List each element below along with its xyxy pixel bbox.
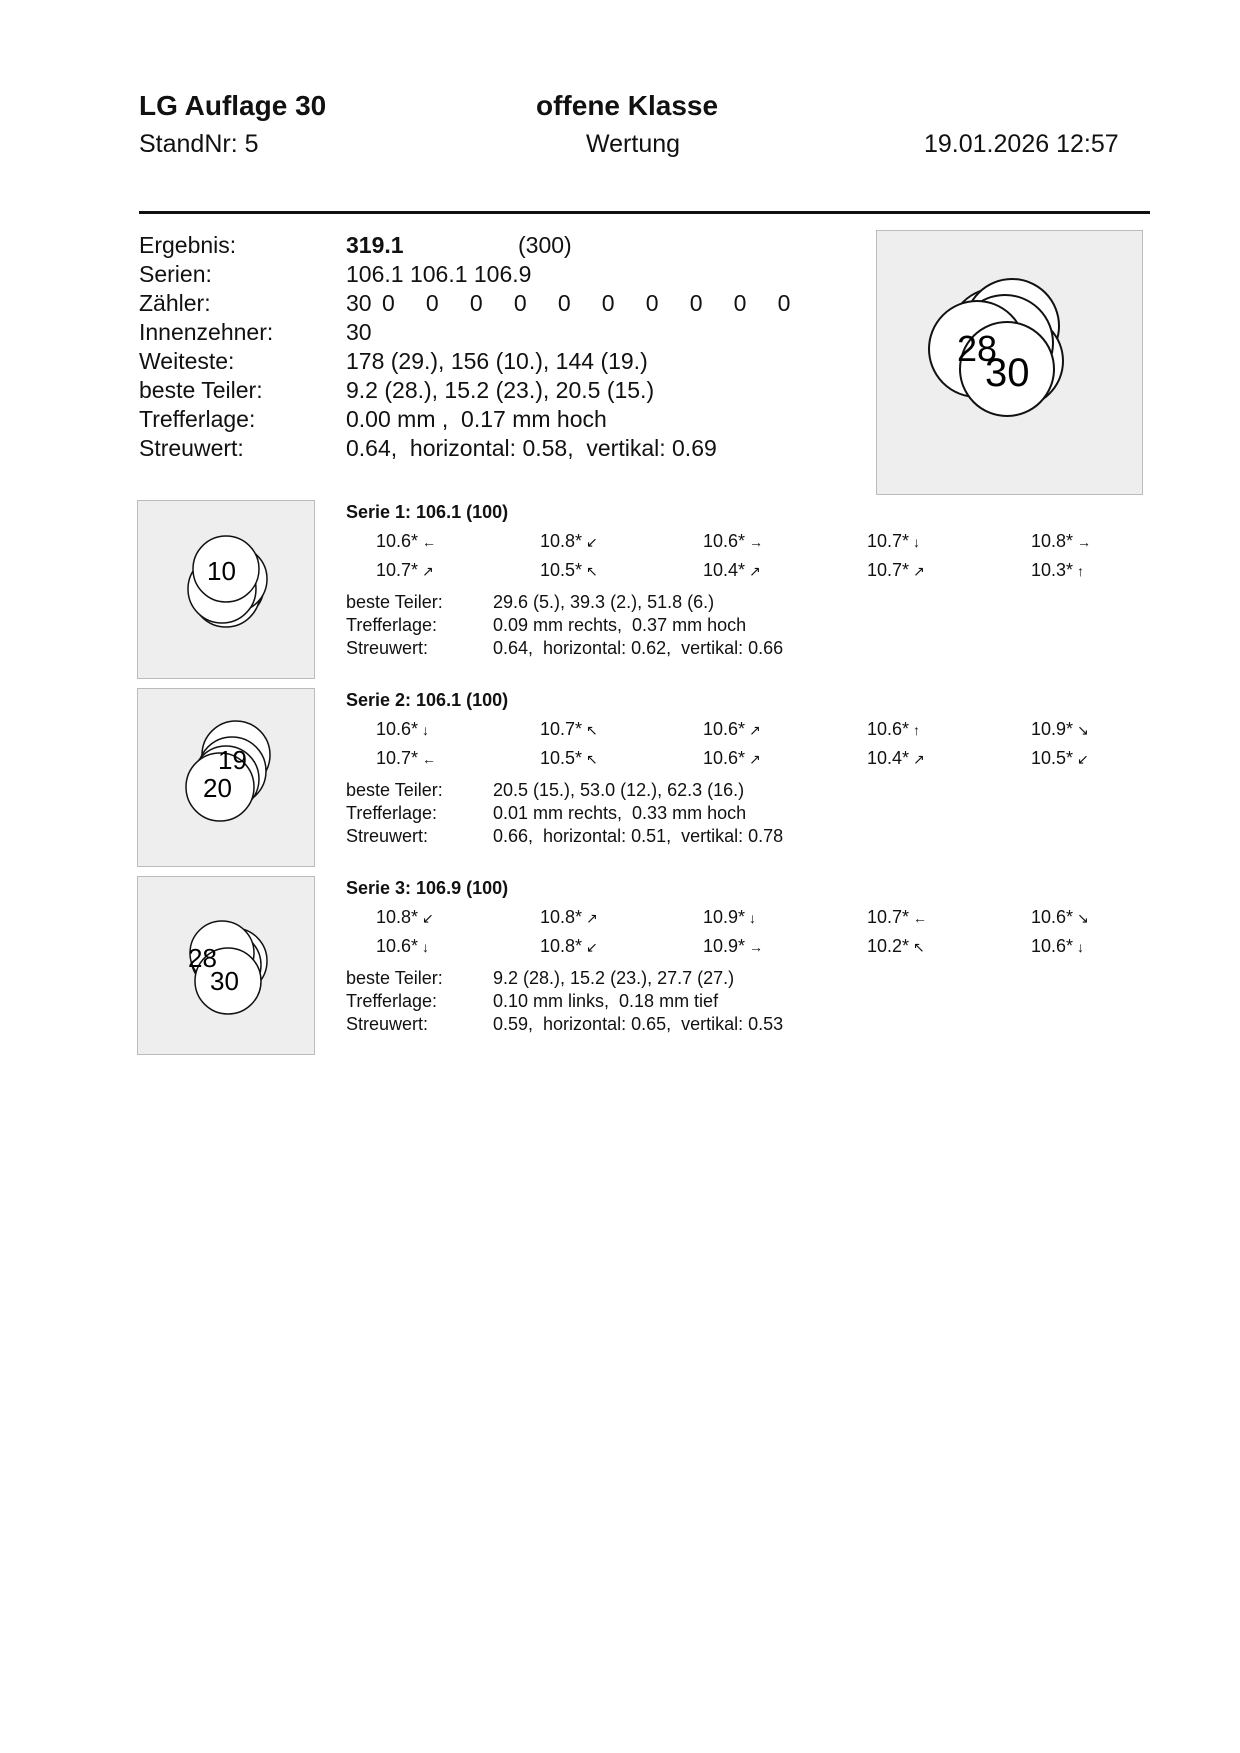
- serie-3-target-label-2: 30: [210, 966, 239, 996]
- hit-position-value: 0.00 mm , 0.17 mm hoch: [346, 406, 607, 432]
- inner-tens-label: Innenzehner:: [139, 319, 274, 345]
- shot-direction-icon: →: [749, 939, 764, 955]
- serie-3-spread-label: Streuwert:: [346, 1014, 429, 1034]
- shot-direction-icon: ↖: [586, 751, 598, 767]
- summary-target-label-2: 30: [985, 351, 1030, 395]
- date-time: 19.01.2026 12:57: [924, 130, 1119, 158]
- serie-1-shot-1: 10.6* ←: [376, 531, 437, 551]
- shot-direction-icon: ↑: [1077, 563, 1085, 579]
- best-divisor-label: beste Teiler:: [139, 377, 263, 403]
- serie-2-shot-5: 10.9* ↘: [1031, 719, 1089, 739]
- result-max: (300): [518, 232, 572, 258]
- serie-2-shot-6: 10.7* ←: [376, 748, 437, 768]
- shot-direction-icon: ↗: [749, 563, 761, 579]
- serie-3-shot-group: [138, 877, 314, 1054]
- shot-direction-icon: ↓: [422, 722, 430, 738]
- serie-3-shot-3: 10.9* ↓: [703, 907, 757, 927]
- serie-2-spread-label: Streuwert:: [346, 826, 429, 846]
- serie-3-target-label-1: 28: [188, 943, 217, 973]
- result-value: 319.1: [346, 232, 404, 258]
- serie-1-shot-9: 10.7* ↗: [867, 560, 925, 580]
- shot-direction-icon: ↙: [586, 939, 598, 955]
- serie-1-target-image: [137, 500, 315, 679]
- serie-3-shot-7: 10.8* ↙: [540, 936, 598, 956]
- serie-1-best-divisor-value: 29.6 (5.), 39.3 (2.), 51.8 (6.): [493, 592, 715, 612]
- shot-direction-icon: ↓: [913, 534, 921, 550]
- serie-2-shot-1: 10.6* ↓: [376, 719, 430, 739]
- serie-2-shot-4: 10.6* ↑: [867, 719, 921, 739]
- serie-2-spread-value: 0.66, horizontal: 0.51, vertikal: 0.78: [493, 826, 784, 846]
- serie-2-target-image: [137, 688, 315, 867]
- farthest-value: 178 (29.), 156 (10.), 144 (19.): [346, 348, 648, 374]
- serie-3-best-divisor-label: beste Teiler:: [346, 968, 443, 988]
- shot-direction-icon: →: [1077, 534, 1092, 550]
- serie-1-shot-7: 10.5* ↖: [540, 560, 598, 580]
- stand-number: StandNr: 5: [139, 130, 259, 158]
- serie-2-hit-position-value: 0.01 mm rechts, 0.33 mm hoch: [493, 803, 747, 823]
- shot-direction-icon: ↘: [1077, 722, 1089, 738]
- shot-direction-icon: ↓: [422, 939, 430, 955]
- summary-target-label-1: 28: [957, 328, 998, 369]
- serie-3-title: Serie 3: 106.9 (100): [346, 878, 509, 898]
- serie-2-best-divisor-value: 20.5 (15.), 53.0 (12.), 62.3 (16.): [493, 780, 745, 800]
- shot-direction-icon: →: [749, 534, 764, 550]
- serie-2-shot-9: 10.4* ↗: [867, 748, 925, 768]
- serie-3-shot-2: 10.8* ↗: [540, 907, 598, 927]
- serie-1-title: Serie 1: 106.1 (100): [346, 502, 509, 522]
- spread-value: 0.64, horizontal: 0.58, vertikal: 0.69: [346, 435, 717, 461]
- shot-direction-icon: ↖: [913, 939, 925, 955]
- shot-direction-icon: ↖: [586, 563, 598, 579]
- serie-1-spread-label: Streuwert:: [346, 638, 429, 658]
- serie-2-title: Serie 2: 106.1 (100): [346, 690, 509, 710]
- hit-position-label: Trefferlage:: [139, 406, 256, 432]
- serie-1-shot-4: 10.7* ↓: [867, 531, 921, 551]
- shot-direction-icon: ↙: [586, 534, 598, 550]
- serie-3-shot-1: 10.8* ↙: [376, 907, 434, 927]
- summary-shot-group: [877, 231, 1142, 494]
- shot-direction-icon: ↙: [422, 910, 434, 926]
- serie-2-shot-3: 10.6* ↗: [703, 719, 761, 739]
- shot-direction-icon: ↗: [749, 722, 761, 738]
- serie-1-hit-position-value: 0.09 mm rechts, 0.37 mm hoch: [493, 615, 747, 635]
- serie-1-shot-6: 10.7* ↗: [376, 560, 434, 580]
- best-divisor-value: 9.2 (28.), 15.2 (23.), 20.5 (15.): [346, 377, 655, 403]
- shot-direction-icon: ↗: [913, 563, 925, 579]
- result-label: Ergebnis:: [139, 232, 237, 258]
- class-title: offene Klasse: [536, 90, 719, 121]
- serie-3-target-image: [137, 876, 315, 1055]
- shot-direction-icon: ←: [422, 751, 437, 767]
- inner-tens-value: 30: [346, 319, 372, 345]
- serie-1-shot-5: 10.8* →: [1031, 531, 1092, 551]
- evaluation-type: Wertung: [586, 130, 681, 158]
- series-label: Serien:: [139, 261, 212, 287]
- serie-3-hit-position-value: 0.10 mm links, 0.18 mm tief: [493, 991, 719, 1011]
- serie-2-hit-position-label: Trefferlage:: [346, 803, 438, 823]
- serie-1-shot-3: 10.6* →: [703, 531, 764, 551]
- serie-1-shot-2: 10.8* ↙: [540, 531, 598, 551]
- serie-3-shot-4: 10.7* ←: [867, 907, 928, 927]
- serie-2-target-label-1: 19: [218, 745, 247, 775]
- serie-3-hit-position-label: Trefferlage:: [346, 991, 438, 1011]
- serie-3-shot-6: 10.6* ↓: [376, 936, 430, 956]
- serie-1-target-label: 10: [207, 556, 236, 586]
- serie-2-best-divisor-label: beste Teiler:: [346, 780, 443, 800]
- shot-direction-icon: ↖: [586, 722, 598, 738]
- serie-1-spread-value: 0.64, horizontal: 0.62, vertikal: 0.66: [493, 638, 784, 658]
- serie-2-shot-8: 10.6* ↗: [703, 748, 761, 768]
- serie-2-shot-group: [138, 689, 314, 866]
- shot-direction-icon: ↓: [749, 910, 757, 926]
- serie-1-best-divisor-label: beste Teiler:: [346, 592, 443, 612]
- serie-1-shot-8: 10.4* ↗: [703, 560, 761, 580]
- serie-2-shot-10: 10.5* ↙: [1031, 748, 1089, 768]
- shot-direction-icon: ↗: [586, 910, 598, 926]
- summary-target-image: [876, 230, 1143, 495]
- shot-direction-icon: ↗: [913, 751, 925, 767]
- serie-2-target-label-2: 20: [203, 773, 232, 803]
- serie-3-shot-8: 10.9* →: [703, 936, 764, 956]
- shot-direction-icon: ↑: [913, 722, 921, 738]
- shot-direction-icon: ↓: [1077, 939, 1085, 955]
- serie-1-shot-group: [138, 501, 314, 678]
- serie-3-shot-10: 10.6* ↓: [1031, 936, 1085, 956]
- shot-direction-icon: ↘: [1077, 910, 1089, 926]
- serie-2-shot-7: 10.5* ↖: [540, 748, 598, 768]
- discipline-title: LG Auflage 30: [139, 90, 327, 121]
- shot-direction-icon: ←: [913, 910, 928, 926]
- serie-2-shot-2: 10.7* ↖: [540, 719, 598, 739]
- serie-1-hit-position-label: Trefferlage:: [346, 615, 438, 635]
- counter-value: 30 0 0 0 0 0 0 0 0 0 0: [346, 290, 791, 316]
- series-value: 106.1 106.1 106.9: [346, 261, 532, 287]
- serie-3-shot-9: 10.2* ↖: [867, 936, 925, 956]
- farthest-label: Weiteste:: [139, 348, 235, 374]
- serie-1-shot-10: 10.3* ↑: [1031, 560, 1085, 580]
- serie-3-shot-5: 10.6* ↘: [1031, 907, 1089, 927]
- serie-3-spread-value: 0.59, horizontal: 0.65, vertikal: 0.53: [493, 1014, 784, 1034]
- shot-direction-icon: ↙: [1077, 751, 1089, 767]
- counter-label: Zähler:: [139, 290, 211, 316]
- header-divider: [139, 211, 1150, 214]
- shot-direction-icon: ←: [422, 534, 437, 550]
- spread-label: Streuwert:: [139, 435, 244, 461]
- serie-3-best-divisor-value: 9.2 (28.), 15.2 (23.), 27.7 (27.): [493, 968, 735, 988]
- shot-direction-icon: ↗: [422, 563, 434, 579]
- shot-direction-icon: ↗: [749, 751, 761, 767]
